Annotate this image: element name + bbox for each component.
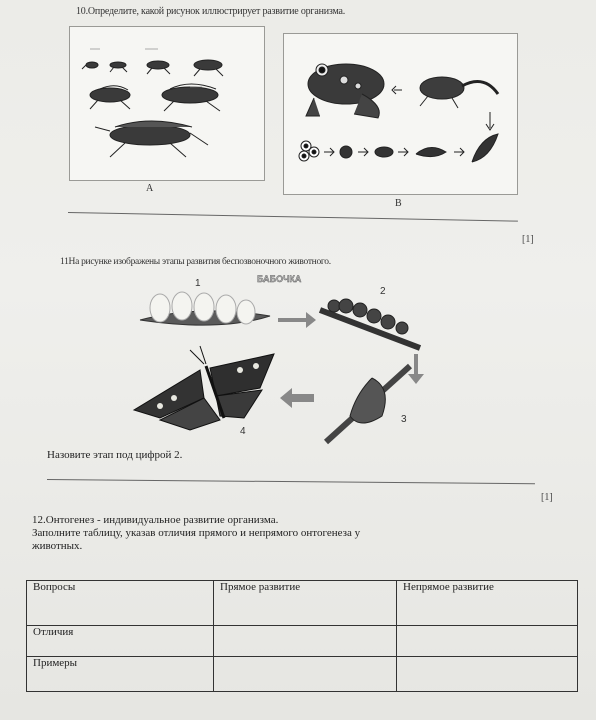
pupa (350, 378, 385, 423)
answer-line-q11[interactable] (47, 479, 535, 484)
frog-stages-illustration (284, 34, 517, 194)
arrow-right-icon (278, 312, 316, 328)
table-row-label: Отличия (27, 626, 214, 657)
grasshopper-stages-illustration (70, 27, 264, 180)
stage-number: 3 (401, 414, 407, 425)
stage-number: 2 (380, 286, 386, 297)
panel-a-label: А (146, 183, 154, 194)
table-answer-cell[interactable] (397, 657, 578, 692)
table-header-cell: Непрямое развитие (397, 581, 578, 626)
answer-line-q10[interactable] (68, 212, 518, 222)
score-mark-q11: [1] (541, 492, 553, 503)
ontogenesis-table (26, 580, 578, 692)
question-12-block (32, 514, 360, 553)
egg (150, 294, 170, 322)
panel-a-grasshopper-development (69, 26, 265, 181)
table-header-cell: Вопросы (27, 581, 214, 626)
butterfly (134, 346, 274, 430)
question-12-title: 12.Онтогенез - индивидуальное развитие организма. (32, 514, 279, 526)
question-10-title: 10.Определите, какой рисунок иллюстрирует развитие организма. (76, 6, 346, 17)
question-12-instruction-cont: животных. (32, 540, 83, 552)
egg (194, 293, 214, 321)
table-answer-cell[interactable] (214, 657, 397, 692)
diagram-heading: БАБОЧКА (257, 274, 302, 284)
egg (172, 292, 192, 320)
table-row-label: Примеры (27, 657, 214, 692)
table-header-cell: Прямое развитие (214, 581, 397, 626)
panel-b-label: В (395, 198, 402, 209)
egg (237, 300, 255, 324)
egg (216, 295, 236, 323)
table-header-row (27, 581, 578, 626)
stage-number: 4 (240, 426, 246, 437)
score-mark-q10: [1] (522, 234, 534, 245)
table-row (27, 657, 578, 692)
stage-number: 1 (195, 278, 201, 289)
question-11-prompt: Назовите этап под цифрой 2. (47, 449, 183, 461)
table-row (27, 626, 578, 657)
table-answer-cell[interactable] (397, 626, 578, 657)
panel-b-frog-development (283, 33, 518, 195)
table-answer-cell[interactable] (214, 626, 397, 657)
arrow-left-icon (280, 388, 314, 408)
question-11-title: 11На рисунке изображены этапы развития беспозвоночного животного. (60, 257, 331, 267)
question-12-instruction: Заполните таблицу, указав отличия прямого и непрямого онтогенеза у (32, 527, 361, 539)
butterfly-life-cycle-diagram (120, 270, 460, 450)
